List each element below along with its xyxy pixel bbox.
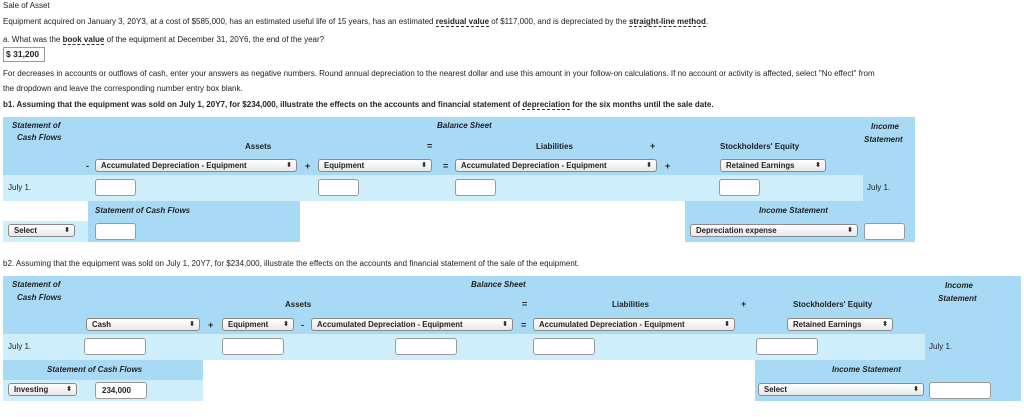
t1-select-equity[interactable]: Retained Earnings ⬍ <box>720 159 826 172</box>
t2-cf-title2: Cash Flows <box>17 293 62 302</box>
instructions-line1: For decreases in accounts or outflows of cash, enter your answers as negative numbers. Round annual depreciation to the nearest dollar and use this amount in your follow-on calculations. If no account or activity is affected, select "No effect" from <box>3 69 875 78</box>
t2-plus-top: + <box>741 299 747 309</box>
chevron-updown-icon: ⬍ <box>724 321 730 328</box>
chevron-updown-icon: ⬍ <box>502 321 508 328</box>
t1-cf-title2: Cash Flows <box>17 133 62 142</box>
t1-is-title2: Statement <box>864 135 903 144</box>
t2-op-eq: = <box>521 320 527 330</box>
t2-input-asset3[interactable] <box>395 338 457 355</box>
t2-row-label-right: July 1. <box>929 342 953 351</box>
t2-is-amount-input[interactable] <box>929 382 991 399</box>
t2-liabilities-label: Liabilities <box>612 300 649 309</box>
residual-value-term[interactable]: residual value <box>435 17 490 26</box>
page-title: Sale of Asset <box>3 1 50 10</box>
t1-eq-top: = <box>427 141 433 151</box>
question-b1: b1. Assuming that the equipment was sold on July 1, 20Y7, for $234,000, illustrate the effects on the accounts and financial statement of depreciation for the six months until the sale date. <box>3 100 714 109</box>
t2-cf-amount-input[interactable]: 234,000 <box>95 382 147 399</box>
t2-input-liability[interactable] <box>533 338 595 355</box>
chevron-updown-icon: ⬍ <box>421 162 427 169</box>
t1-input-asset2[interactable] <box>318 179 359 196</box>
t1-select-liability[interactable]: Accumulated Depreciation - Equipment ⬍ <box>455 159 657 172</box>
problem-intro: Equipment acquired on January 3, 20Y3, at a cost of $585,000, has an estimated useful life of 15 years, has an estimated residual value of $117,000, and is depreciated by the straight-line method. <box>3 17 709 26</box>
t2-is-account-select[interactable]: Select ⬍ <box>758 383 924 396</box>
chevron-updown-icon: ⬍ <box>286 162 292 169</box>
t1-is-amount-input[interactable] <box>864 223 905 240</box>
t1-bs-title: Balance Sheet <box>437 121 492 130</box>
t1-row-label: July 1. <box>8 183 32 192</box>
t2-op-minus: - <box>301 320 304 330</box>
t2-row-label: July 1. <box>8 342 32 351</box>
question-a: a. What was the book value of the equipment at December 31, 20Y6, the end of the year? <box>3 35 325 44</box>
t1-equity-label: Stockholders' Equity <box>720 142 800 151</box>
chevron-updown-icon: ⬍ <box>283 321 289 328</box>
question-b2: b2. Assuming that the equipment was sold on July 1, 20Y7, for $234,000, illustrate the effects on the accounts and financial statement of the sale of the equipment. <box>3 259 580 268</box>
t1-is-sub-title: Income Statement <box>759 206 828 215</box>
t1-cf-title1: Statement of <box>12 121 61 130</box>
t2-is-title1: Income <box>945 281 974 290</box>
t2-select-asset1[interactable]: Cash ⬍ <box>86 318 200 331</box>
t1-row-label-right: July 1. <box>867 183 891 192</box>
t1-input-liability[interactable] <box>455 179 496 196</box>
chevron-updown-icon: ⬍ <box>815 162 821 169</box>
t2-assets-label: Assets <box>285 300 312 309</box>
t1-select-asset2[interactable]: Equipment ⬍ <box>318 159 432 172</box>
chevron-updown-icon: ⬍ <box>882 321 888 328</box>
book-value-answer[interactable]: $ 31,200 <box>3 47 45 62</box>
t2-cf-sub-title: Statement of Cash Flows <box>47 365 143 374</box>
t1-is-account-select[interactable]: Depreciation expense ⬍ <box>690 224 858 237</box>
depreciation-term[interactable]: depreciation <box>522 100 570 109</box>
t2-bs-title: Balance Sheet <box>471 280 526 289</box>
t1-assets-label: Assets <box>245 142 272 151</box>
t1-is-title1: Income <box>871 122 900 131</box>
t1-op-plus: + <box>305 161 311 171</box>
chevron-updown-icon: ⬍ <box>646 162 652 169</box>
book-value-term[interactable]: book value <box>62 35 105 44</box>
t1-plus-top: + <box>650 141 656 151</box>
t2-eq-top: = <box>522 299 528 309</box>
t2-cf-title1: Statement of <box>12 280 61 289</box>
t1-cf-amount-input[interactable] <box>95 223 136 240</box>
t1-op-minus: - <box>86 161 89 171</box>
t2-cf-activity-select[interactable]: Investing ⬍ <box>8 383 77 396</box>
t1-liabilities-label: Liabilities <box>536 142 573 151</box>
straight-line-term[interactable]: straight-line method <box>629 17 706 26</box>
chevron-updown-icon: ⬍ <box>847 227 853 234</box>
t1-op-eq: = <box>443 161 449 171</box>
t2-op-plus: + <box>208 320 214 330</box>
t2-input-asset1[interactable] <box>84 338 146 355</box>
t1-input-asset1[interactable] <box>95 179 136 196</box>
t1-select-asset1[interactable]: Accumulated Depreciation - Equipment ⬍ <box>95 159 297 172</box>
chevron-updown-icon: ⬍ <box>913 386 919 393</box>
t1-cf-activity-select[interactable]: Select ⬍ <box>8 224 75 237</box>
t1-cf-sub-title: Statement of Cash Flows <box>95 206 191 215</box>
t2-select-asset3[interactable]: Accumulated Depreciation - Equipment ⬍ <box>311 318 513 331</box>
t1-input-equity[interactable] <box>719 179 760 196</box>
t2-is-title2: Statement <box>938 294 977 303</box>
chevron-updown-icon: ⬍ <box>64 227 70 234</box>
t2-is-sub-title: Income Statement <box>832 365 901 374</box>
t2-input-equity[interactable] <box>756 338 818 355</box>
t2-select-equity[interactable]: Retained Earnings ⬍ <box>787 318 893 331</box>
t2-equity-label: Stockholders' Equity <box>793 300 873 309</box>
chevron-updown-icon: ⬍ <box>189 321 195 328</box>
t2-select-asset2[interactable]: Equipment ⬍ <box>222 318 294 331</box>
t2-select-liability[interactable]: Accumulated Depreciation - Equipment ⬍ <box>533 318 735 331</box>
instructions-line2: the dropdown and leave the corresponding number entry box blank. <box>3 84 243 93</box>
t2-input-asset2[interactable] <box>222 338 284 355</box>
chevron-updown-icon: ⬍ <box>66 386 72 393</box>
t1-op-plus2: + <box>665 161 671 171</box>
